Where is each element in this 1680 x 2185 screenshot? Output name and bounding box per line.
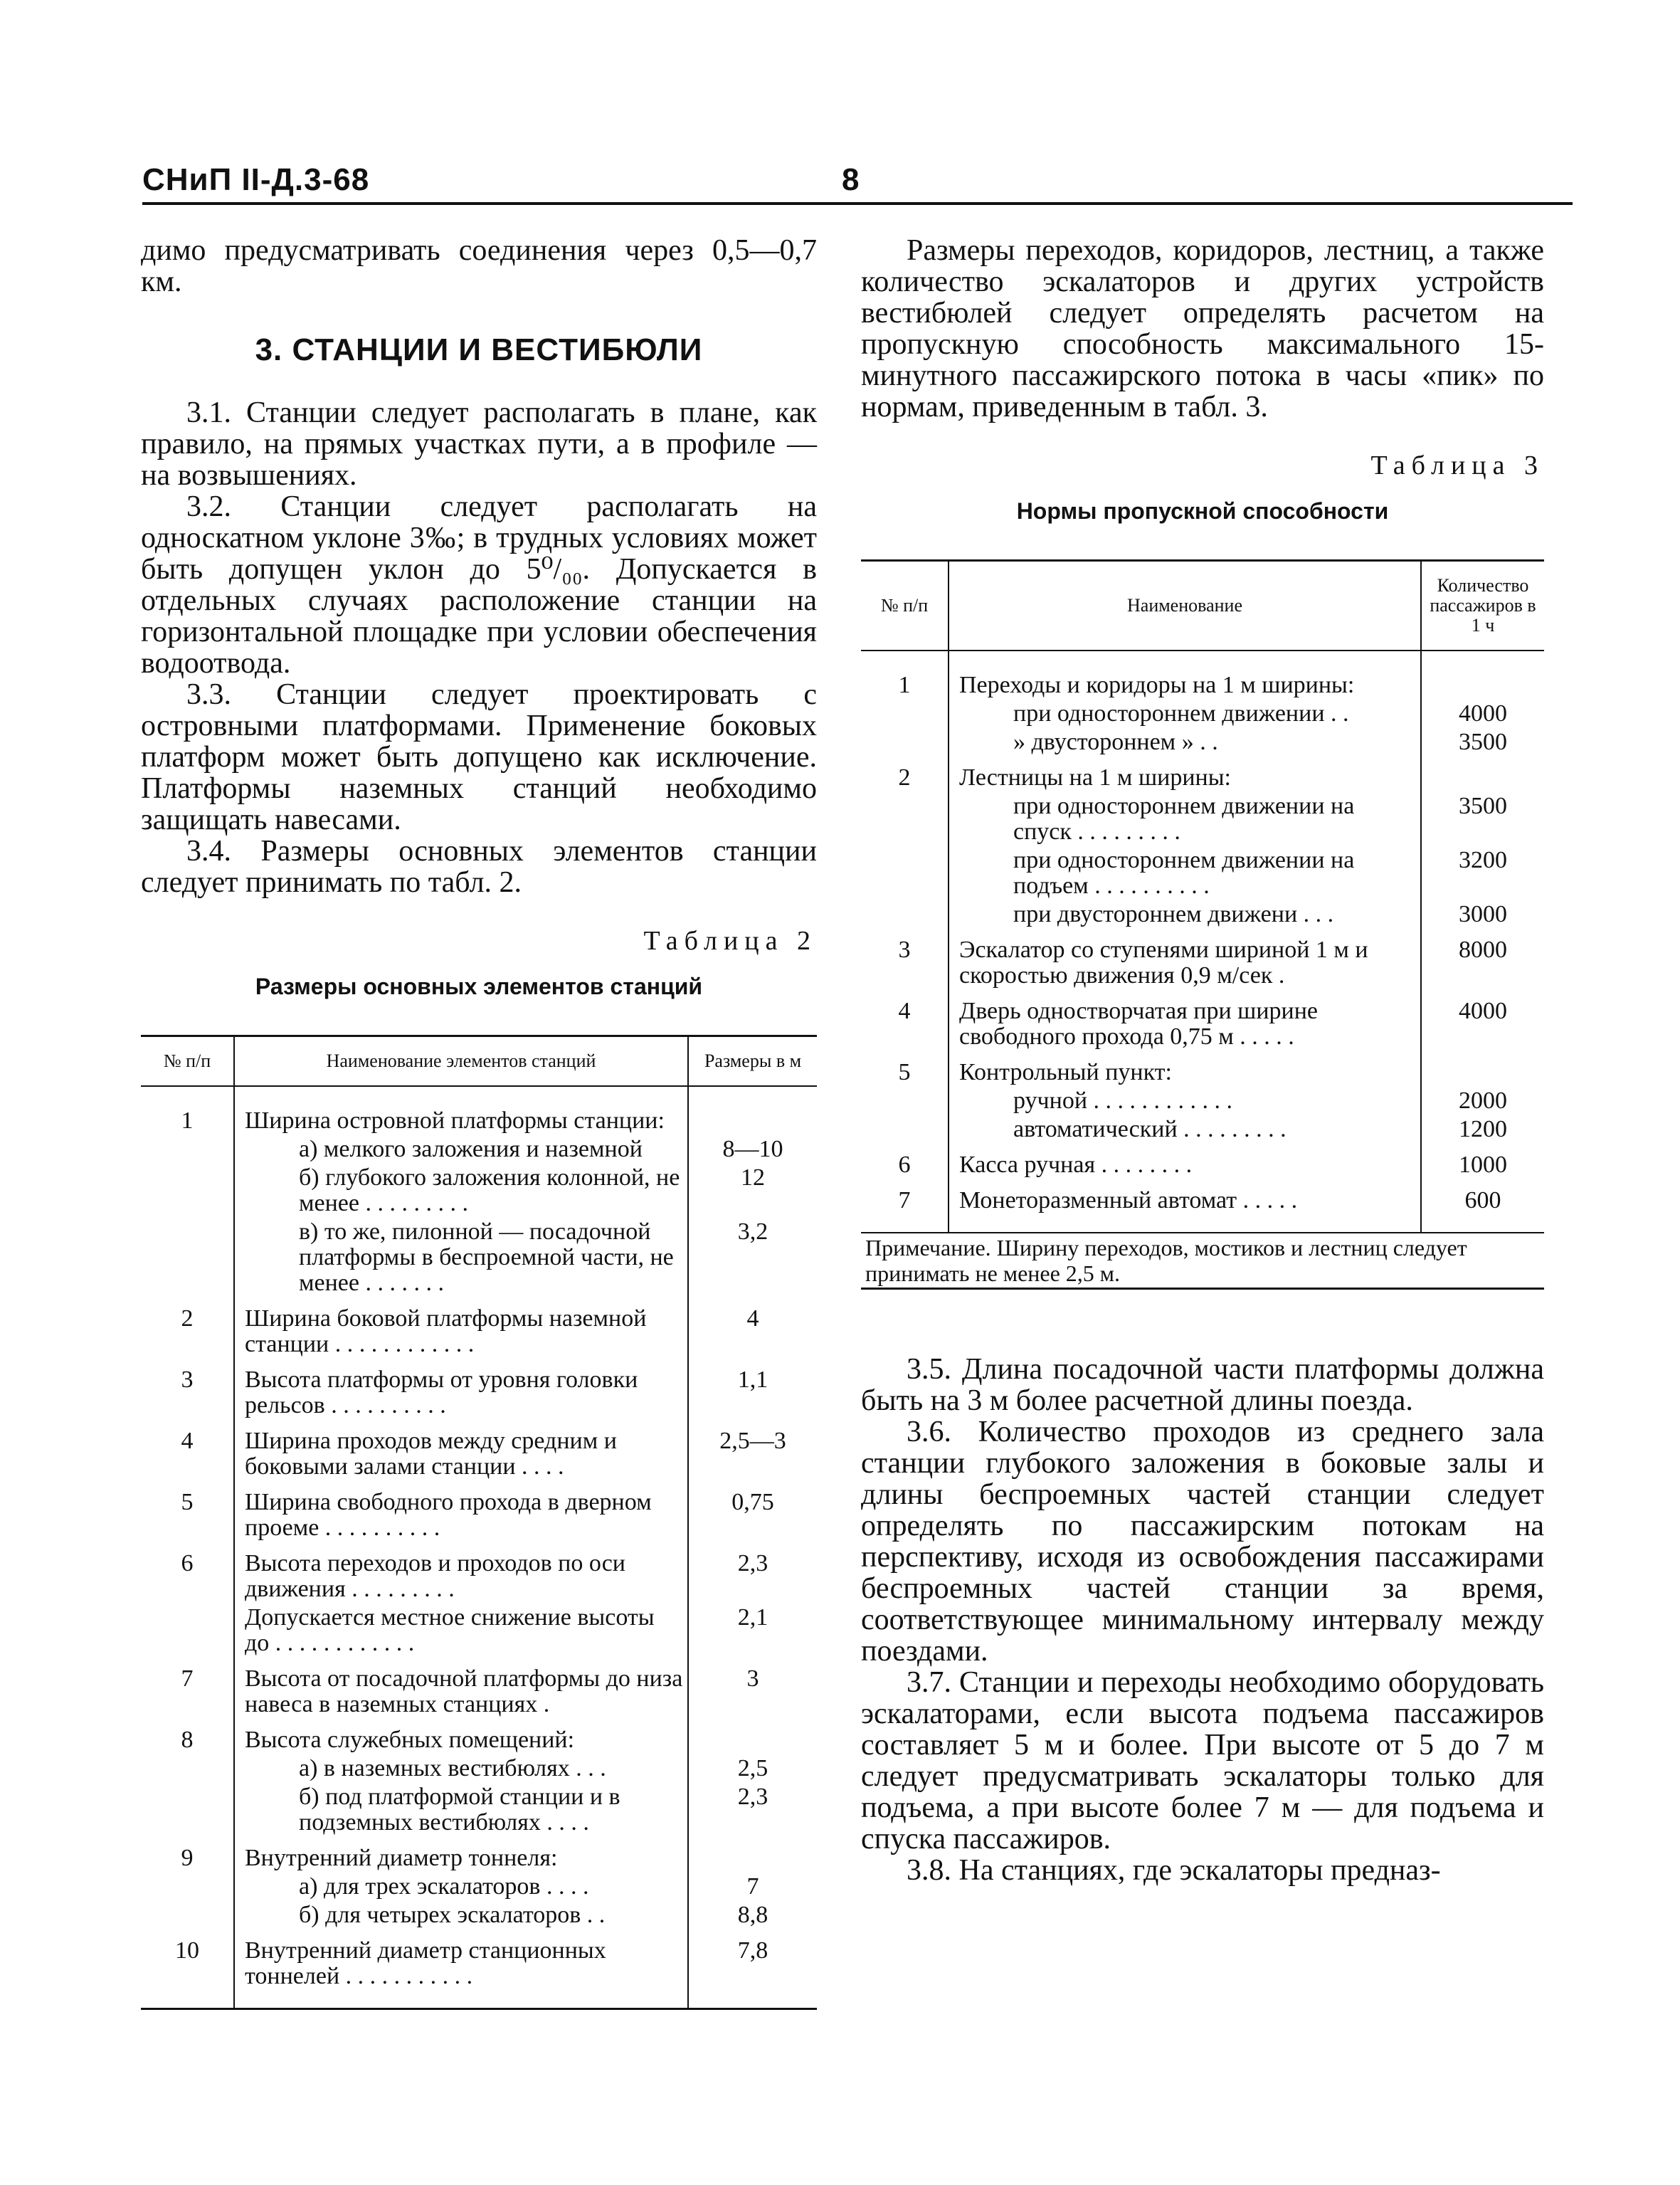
table-2-row-name: Высота платформы от уровня головки рельсов . . . . . . . . . . [245, 1367, 638, 1418]
table-2 [141, 1035, 817, 2010]
table-3-row-name: при одностороннем движении . . [1013, 700, 1349, 727]
table-2-row [141, 1754, 817, 1783]
page-number: 8 [842, 162, 860, 197]
table-3-row-value: 1000 [1421, 1144, 1544, 1179]
table-2-row-value: 7,8 [688, 1929, 817, 2009]
table-2-row-number: 5 [141, 1481, 234, 1542]
table-2-row-number: 7 [141, 1658, 234, 1719]
table-3-row-value: 2000 [1421, 1087, 1544, 1115]
table-2-row-number [141, 1218, 234, 1297]
table-3-row-name: Монеторазменный автомат . . . . . [959, 1187, 1298, 1213]
table-2-row-number: 2 [141, 1297, 234, 1359]
table-3-row-value: 4000 [1421, 990, 1544, 1051]
table-3 [861, 559, 1544, 1290]
paragraph-3-2: 3.2. Станции следует располагать на односкатном уклоне 3‰; в трудных условиях может быть допущен уклон до 5⁰/₀₀. Допускается в отдельных случаях расположение станции на горизонтальной площадке при условии обеспечения водоотвода. [141, 490, 817, 680]
paragraph-3-3: 3.3. Станции следует проектировать с островными платформами. Применение боковых платформ может быть допущено как исключение. Платформы наземных станций необходимо защищать навесами. [141, 678, 817, 836]
paragraph-3-5: 3.5. Длина посадочной части платформы должна быть на 3 м более расчетной длины поезда. [861, 1353, 1544, 1417]
table-2-row-value: 2,3 [688, 1542, 817, 1604]
header-rule [142, 202, 1573, 205]
table-3-row-value [1421, 757, 1544, 792]
paragraph-intro: Размеры переходов, коридоров, лестниц, а также количество эскалаторов и других устройств вестибюлей следует определять расчетом на пропускную способность максимального 15-минутного пассажирского потока в часы «пик» по нормам, приведенным в табл. 3. [861, 234, 1544, 423]
table-2-body [141, 1086, 817, 2009]
table-3-row-number [861, 900, 949, 929]
table-3-header-row [861, 561, 1544, 651]
table-3-row-name: Эскалатор со ступенями шириной 1 м и скоростью движения 0,9 м/сек . [959, 937, 1368, 989]
paragraph-3-8: 3.8. На станциях, где эскалаторы предназ- [907, 1854, 1441, 1887]
table-3-row [861, 728, 1544, 757]
table-3-row [861, 757, 1544, 792]
paragraph-3-4: 3.4. Размеры основных элементов станции следует принимать по табл. 2. [141, 835, 817, 899]
table-3-row-name: Лестницы на 1 м ширины: [959, 764, 1232, 791]
paragraph-3-7: 3.7. Станции и переходы необходимо оборудовать эскалаторами, если высота подъема пассажиров составляет 5 м и более. При высоте от 5 до 7 м следует предусматривать эскалаторы только для подъема, а при высоте более 7 м — для подъема и спуска пассажиров. [861, 1666, 1544, 1855]
table-2-row-value: 3 [688, 1658, 817, 1719]
table-3-row [861, 990, 1544, 1051]
table-3-row-name: при одностороннем движении на спуск . . . . . . . . . [1013, 793, 1355, 845]
table-2-row-number: 9 [141, 1837, 234, 1873]
table-2-row [141, 1658, 817, 1719]
table-3-row-name: при одностороннем движении на подъем . . . . . . . . . . [1013, 847, 1355, 899]
table-3-row-value: 8000 [1421, 929, 1544, 990]
table-2-row-value: 1,1 [688, 1359, 817, 1420]
table-2-row-value: 7 [688, 1873, 817, 1901]
table-3-row-number: 4 [861, 990, 949, 1051]
section-heading: 3. СТАНЦИИ И ВЕСТИБЮЛИ [255, 332, 703, 367]
table-3-row-number [861, 846, 949, 900]
table-3-row-value: 4000 [1421, 700, 1544, 728]
table-2-row [141, 1837, 817, 1873]
table-3-header-num: № п/п [861, 561, 949, 651]
table-3-header-value: Количество пассажиров в 1 ч [1421, 561, 1544, 651]
table-2-row-value: 2,1 [688, 1604, 817, 1658]
table-3-note: Примечание. Ширину переходов, мостиков и лестниц следует принимать не менее 2,5 м. [861, 1233, 1544, 1289]
table-2-row [141, 1604, 817, 1658]
table-2-row [141, 1481, 817, 1542]
paragraph-3-6: 3.6. Количество проходов из среднего зала станции глубокого заложения в боковые залы и длины беспроемных частей станции следует определять по пассажирским потокам на перспективу, исходя из освобождения пассажирами беспроемных частей станции за время, соответствующее минимальному интервалу между поездами. [861, 1416, 1544, 1668]
table-2-row-name: Внутренний диаметр тоннеля: [245, 1845, 558, 1871]
paragraph-3-1: 3.1. Станции следует располагать в плане, как правило, на прямых участках пути, а в профиле — на возвышениях. [141, 396, 817, 492]
table-3-row-value: 3500 [1421, 728, 1544, 757]
table-2-row-value [688, 1086, 817, 1135]
table-2-row-number: 6 [141, 1542, 234, 1604]
table-2-row [141, 1359, 817, 1420]
table-2-row-name: а) для трех эскалаторов . . . . [299, 1873, 589, 1900]
table-3-row [861, 900, 1544, 929]
table-3-row-number: 7 [861, 1179, 949, 1233]
table-2-row [141, 1420, 817, 1481]
table-2-caption: Таблица 2 [643, 926, 817, 956]
table-3-row-value: 3200 [1421, 846, 1544, 900]
table-2-row [141, 1218, 817, 1297]
table-3-row-name: Переходы и коридоры на 1 м ширины: [959, 672, 1355, 698]
table-2-row [141, 1783, 817, 1837]
table-3-row-name: Дверь одностворчатая при ширине свободного прохода 0,75 м . . . . . [959, 998, 1318, 1050]
table-2-row-number [141, 1754, 234, 1783]
table-3-row [861, 1087, 1544, 1115]
table-2-header-row [141, 1036, 817, 1087]
table-3-row-number: 6 [861, 1144, 949, 1179]
table-3-caption: Таблица 3 [1370, 451, 1544, 480]
table-2-row [141, 1135, 817, 1164]
table-2-row-name: б) глубокого заложения колонной, не менее . . . . . . . . . [299, 1164, 680, 1216]
table-2-row-value [688, 1837, 817, 1873]
table-2-header-value: Размеры в м [688, 1036, 817, 1087]
table-2-row-name: а) в наземных вестибюлях . . . [299, 1755, 606, 1781]
table-2-row-name: Высота от посадочной платформы до низа навеса в наземных станциях . [245, 1665, 683, 1717]
table-2-row-value: 2,5 [688, 1754, 817, 1783]
table-2-row-value: 3,2 [688, 1218, 817, 1297]
table-3-row [861, 1115, 1544, 1144]
table-3-row-number [861, 792, 949, 846]
table-3-row [861, 1051, 1544, 1087]
table-2-row-name: а) мелкого заложения и наземной [299, 1136, 643, 1162]
table-2-header-name: Наименование элементов станций [234, 1036, 688, 1087]
table-3-row [861, 792, 1544, 846]
table-2-row-name: Допускается местное снижение высоты до . . . . . . . . . . . . [245, 1604, 655, 1656]
table-2-row-value: 8—10 [688, 1135, 817, 1164]
table-3-row-value: 600 [1421, 1179, 1544, 1233]
table-3-row [861, 929, 1544, 990]
right-column [861, 235, 1544, 1886]
table-3-row-name: Контрольный пункт: [959, 1059, 1172, 1085]
table-3-row-number: 5 [861, 1051, 949, 1087]
table-2-row-name: Высота служебных помещений: [245, 1727, 575, 1753]
table-2-row-name: в) то же, пилонной — посадочной платформы в беспроемной части, не менее . . . . . . . [299, 1218, 674, 1296]
table-2-header-num: № п/п [141, 1036, 234, 1087]
table-3-row [861, 651, 1544, 700]
table-3-row-name: Касса ручная . . . . . . . . [959, 1152, 1193, 1178]
table-2-row-value: 8,8 [688, 1901, 817, 1929]
table-3-row-value [1421, 651, 1544, 700]
table-2-row [141, 1873, 817, 1901]
table-2-row-value: 4 [688, 1297, 817, 1359]
table-2-row [141, 1719, 817, 1754]
table-2-row [141, 1297, 817, 1359]
table-3-row-value: 3000 [1421, 900, 1544, 929]
table-3-row-number [861, 700, 949, 728]
table-2-row-value: 0,75 [688, 1481, 817, 1542]
table-2-row-number [141, 1873, 234, 1901]
table-3-note-row [861, 1233, 1544, 1289]
table-3-row-number [861, 1115, 949, 1144]
table-2-row-name: Ширина боковой платформы наземной станции . . . . . . . . . . . . [245, 1305, 647, 1357]
table-3-row-number: 3 [861, 929, 949, 990]
table-2-row-number: 1 [141, 1086, 234, 1135]
table-2-row-value [688, 1719, 817, 1754]
table-2-row-number: 3 [141, 1359, 234, 1420]
table-3-row [861, 1179, 1544, 1233]
table-2-row-number: 4 [141, 1420, 234, 1481]
table-3-row-name: при двустороннем движени . . . [1013, 901, 1334, 927]
table-3-row [861, 846, 1544, 900]
table-2-row-number [141, 1901, 234, 1929]
table-2-row-value: 12 [688, 1164, 817, 1218]
table-3-body [861, 651, 1544, 1233]
document-code: СНиП II-Д.3-68 [142, 162, 370, 197]
paragraph-continuation: димо предусматривать соединения через 0,5—0,7 км. [141, 234, 817, 298]
table-2-row-name: Ширина островной платформы станции: [245, 1107, 665, 1134]
left-column [141, 235, 817, 2010]
table-3-row [861, 700, 1544, 728]
table-2-row-number: 10 [141, 1929, 234, 2009]
table-2-row [141, 1164, 817, 1218]
table-3-row-value: 1200 [1421, 1115, 1544, 1144]
table-3-row-value [1421, 1051, 1544, 1087]
table-2-row-value: 2,3 [688, 1783, 817, 1837]
table-3-row-name: » двустороннем » . . [1013, 729, 1218, 755]
table-3-header-name: Наименование [949, 561, 1421, 651]
table-2-row [141, 1542, 817, 1604]
table-3-title: Нормы пропускной способности [1016, 498, 1389, 524]
table-2-row [141, 1086, 817, 1135]
table-3-row-number: 1 [861, 651, 949, 700]
table-2-row [141, 1901, 817, 1929]
table-2-row-name: Внутренний диаметр станционных тоннелей . . . . . . . . . . . [245, 1937, 606, 1989]
table-2-row-name: б) для четырех эскалаторов . . [299, 1902, 606, 1928]
table-2-row-number [141, 1135, 234, 1164]
table-2-row-name: Высота переходов и проходов по оси движения . . . . . . . . . [245, 1550, 625, 1602]
table-2-row [141, 1929, 817, 2009]
table-2-row-name: Ширина проходов между средним и боковыми залами станции . . . . [245, 1428, 617, 1480]
table-2-row-value: 2,5—3 [688, 1420, 817, 1481]
table-2-row-number: 8 [141, 1719, 234, 1754]
table-2-row-name: б) под платформой станции и в подземных вестибюлях . . . . [299, 1784, 620, 1836]
table-3-row-number: 2 [861, 757, 949, 792]
table-2-row-number [141, 1604, 234, 1658]
table-3-row-name: ручной . . . . . . . . . . . . [1013, 1088, 1233, 1114]
table-3-row-name: автоматический . . . . . . . . . [1013, 1116, 1287, 1142]
table-3-row-number [861, 728, 949, 757]
table-2-row-name: Ширина свободного прохода в дверном проеме . . . . . . . . . . [245, 1489, 652, 1541]
table-2-row-number [141, 1164, 234, 1218]
table-3-row-number [861, 1087, 949, 1115]
table-2-title: Размеры основных элементов станций [255, 974, 703, 999]
table-3-row-value: 3500 [1421, 792, 1544, 846]
table-2-row-number [141, 1783, 234, 1837]
table-3-row [861, 1144, 1544, 1179]
